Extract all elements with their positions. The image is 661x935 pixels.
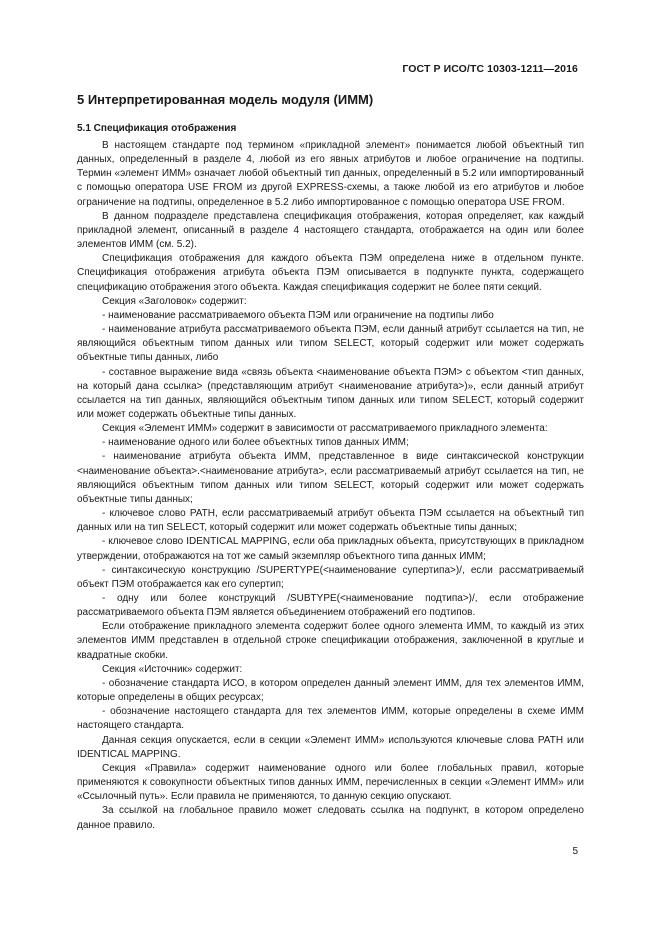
paragraph: Секция «Заголовок» содержит: xyxy=(102,295,247,307)
paragraph: Секция «Источник» содержит: xyxy=(102,663,243,675)
list-item: - обозначение стандарта ИСО, в котором определен данный элемент ИММ, для тех элементов ИММ, которые определены в общих ресурсах; xyxy=(77,677,584,704)
subsection-title: 5.1 Спецификация отображения xyxy=(77,123,237,134)
list-item: - наименование атрибута объекта ИММ, представленное в виде синтаксической конструкции <наименование объекта>.<наименование атрибута>, если рассматриваемый атрибут ссылается на тип, не являющийся объектным типом данных или типом SELECT, который содержит или может содержать объектные типы данных; xyxy=(77,451,584,505)
list-item: - наименование атрибута рассматриваемого объекта ПЭМ, если данный атрибут ссылается на тип, не являющийся объектным типом данных или типом SELECT, который содержит или может содержать объектные типы данных, либо xyxy=(77,324,584,364)
list-item: - синтаксическую конструкцию /SUPERTYPE(<наименование супертипа>)/, если рассматриваемый объект ПЭМ отображается как его супертип; xyxy=(77,564,584,590)
list-item: - ключевое слово PATH, если рассматриваемый атрибут объекта ПЭМ ссылается на объектный тип данных или на тип SELECT, который содержит или может содержать объектные типы данных; xyxy=(77,508,584,534)
body-text xyxy=(77,139,584,833)
list-item: - ключевое слово IDENTICAL MAPPING, если оба прикладных объекта, присутствующих в прикладном утверждении, отображаются на тот же самый экземпляр объектного типа данных ИММ; xyxy=(77,536,584,562)
standard-header: ГОСТ Р ИСО/ТС 10303-1211—2016 xyxy=(402,63,578,75)
paragraph: Если отображение прикладного элемента содержит более одного элемента ИММ, то каждый из этих элементов ИММ представлен в отдельной строке спецификации отображения, заключенной в круглые и квадратные скобки. xyxy=(77,621,584,661)
page-number: 5 xyxy=(572,846,578,857)
list-item: - обозначение настоящего стандарта для тех элементов ИММ, которые определены в схеме ИММ настоящего стандарта. xyxy=(77,706,584,732)
paragraph: В настоящем стандарте под термином «прикладной элемент» понимается любой объектный тип данных, определенный в разделе 4, любой из его явных атрибутов и любое ограничение на подтипы. Термин «элемент ИММ» означает любой объектный тип данных, определенный в 5.2 или импортированный с помощью оператора USE FROM из другой EXPRESS-схемы, а также любой из его атрибутов и любое ограничение на подтипы, определенное в 5.2 либо импортированное с помощью оператора USE FROM. xyxy=(77,140,584,208)
list-item: - наименование рассматриваемого объекта ПЭМ или ограничение на подтипы либо xyxy=(102,309,494,321)
paragraph: За ссылкой на глобальное правило может следовать ссылка на подпункт, в котором определено данное правило. xyxy=(77,805,584,831)
list-item: - одну или более конструкций /SUBTYPE(<наименование подтипа>)/, если отображение рассматриваемого объекта ПЭМ является объединением отображений его подтипов. xyxy=(77,593,584,619)
section-title: 5 Интерпретированная модель модуля (ИММ) xyxy=(77,92,374,107)
paragraph: Секция «Элемент ИММ» содержит в зависимости от рассматриваемого прикладного элемента: xyxy=(102,423,548,435)
paragraph: Данная секция опускается, если в секции «Элемент ИММ» используются ключевые слова PATH или IDENTICAL MAPPING. xyxy=(77,734,584,760)
paragraph: Спецификация отображения для каждого объекта ПЭМ определена ниже в отдельном пункте. Спецификация отображения атрибута объекта ПЭМ описывается в подпункте пункта, содержащего спецификацию отображения этого объекта. Каждая спецификация содержит не более пяти секций. xyxy=(77,253,584,293)
paragraph: В данном подразделе представлена спецификация отображения, которая определяет, как каждый прикладной элемент, описанный в разделе 4 настоящего стандарта, отображается на один или более элементов ИММ (см. 5.2). xyxy=(77,210,584,251)
paragraph: Секция «Правила» содержит наименование одного или более глобальных правил, которые применяются к совокупности объектных типов данных ИММ, перечисленных в секции «Элемент ИММ» или «Ссылочный путь». Если правила не применяются, то данную секцию опускают. xyxy=(77,762,584,803)
list-item: - составное выражение вида «связь объекта <наименование объекта ПЭМ> с объектом <тип данных, на который дана ссылка> (представляющим атрибут <наименование атрибута>)», если данный атрибут ссылается на тип данных, являющийся объектным типом данных или типом SELECT, который содержит или может содержать объектные типы данных. xyxy=(77,366,584,420)
list-item: - наименование одного или более объектных типов данных ИММ; xyxy=(102,437,409,449)
